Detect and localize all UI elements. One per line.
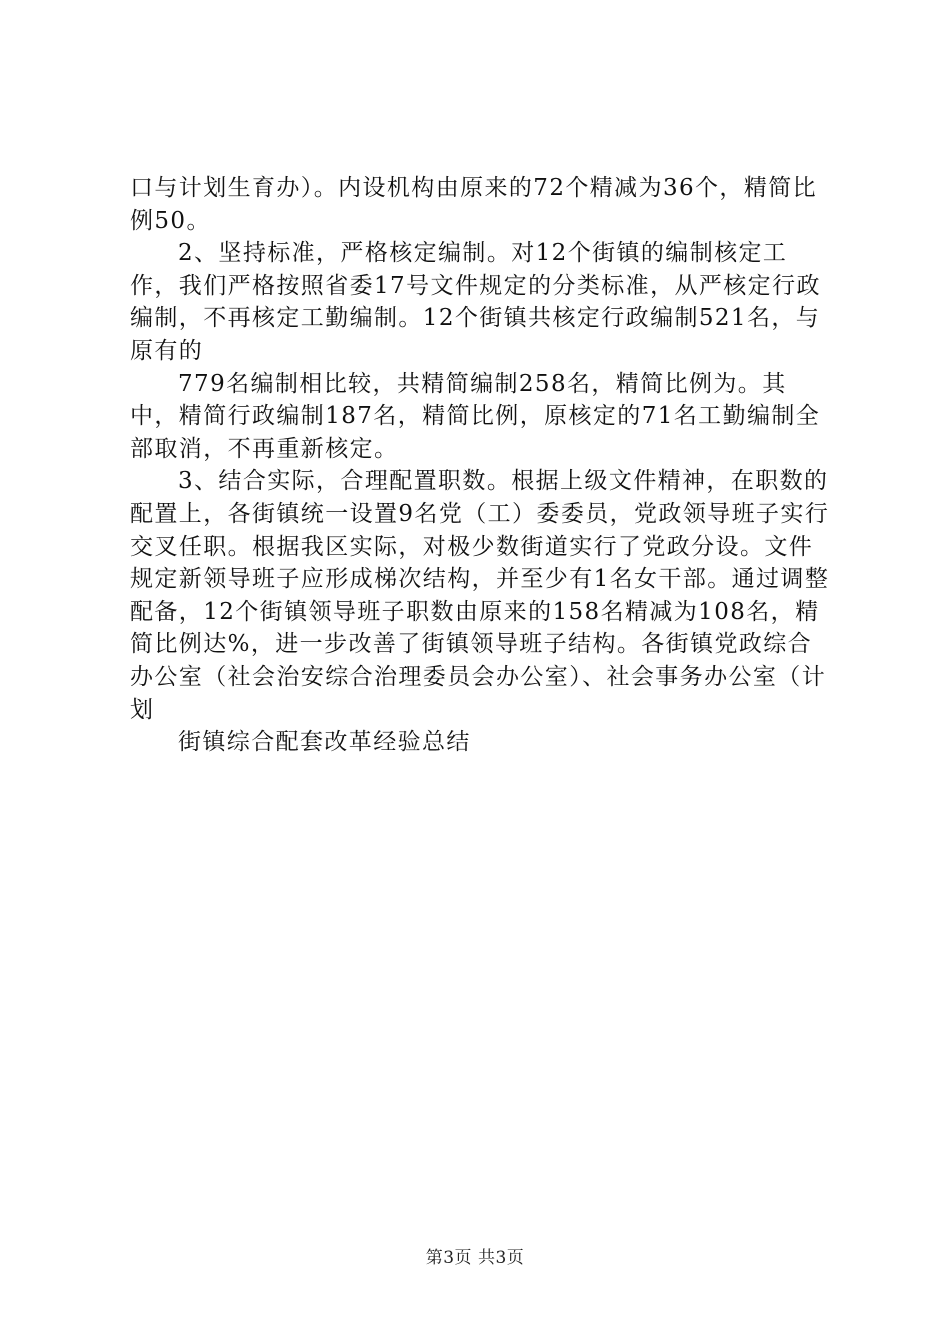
paragraph-2: 2、坚持标准，严格核定编制。对12个街镇的编制核定工作，我们严格按照省委17号文件规定的分类标准，从严核定行政编制，不再核定工勤编制。12个街镇共核定行政编制521名，与原有的	[130, 240, 821, 364]
paragraph-4: 3、结合实际，合理配置职数。根据上级文件精神，在职数的配置上，各街镇统一设置9名党（工）委委员，党政领导班子实行交叉任职。根据我区实际，对极少数街道实行了党政分设。文件规定新领导班子应形成梯次结构，并至少有1名女干部。通过调整配备，12个街镇领导班子职数由原来的158名精减为108名，精简比例达%，进一步改善了街镇领导班子结构。各街镇党政综合办公室（社会治安综合治理委员会办公室）、社会事务办公室（计划	[130, 468, 830, 723]
page-number-footer: 第3页 共3页	[425, 1248, 525, 1268]
paragraph-1: 口与计划生育办）。内设机构由原来的72个精减为36个，精简比例50。	[130, 175, 818, 234]
paragraph-5: 街镇综合配套改革经验总结	[178, 729, 471, 756]
paragraph-3: 779名编制相比较，共精简编制258名，精简比例为。其中，精简行政编制187名，精简比例，原核定的71名工勤编制全部取消，不再重新核定。	[130, 370, 821, 462]
document-body	[130, 172, 830, 759]
